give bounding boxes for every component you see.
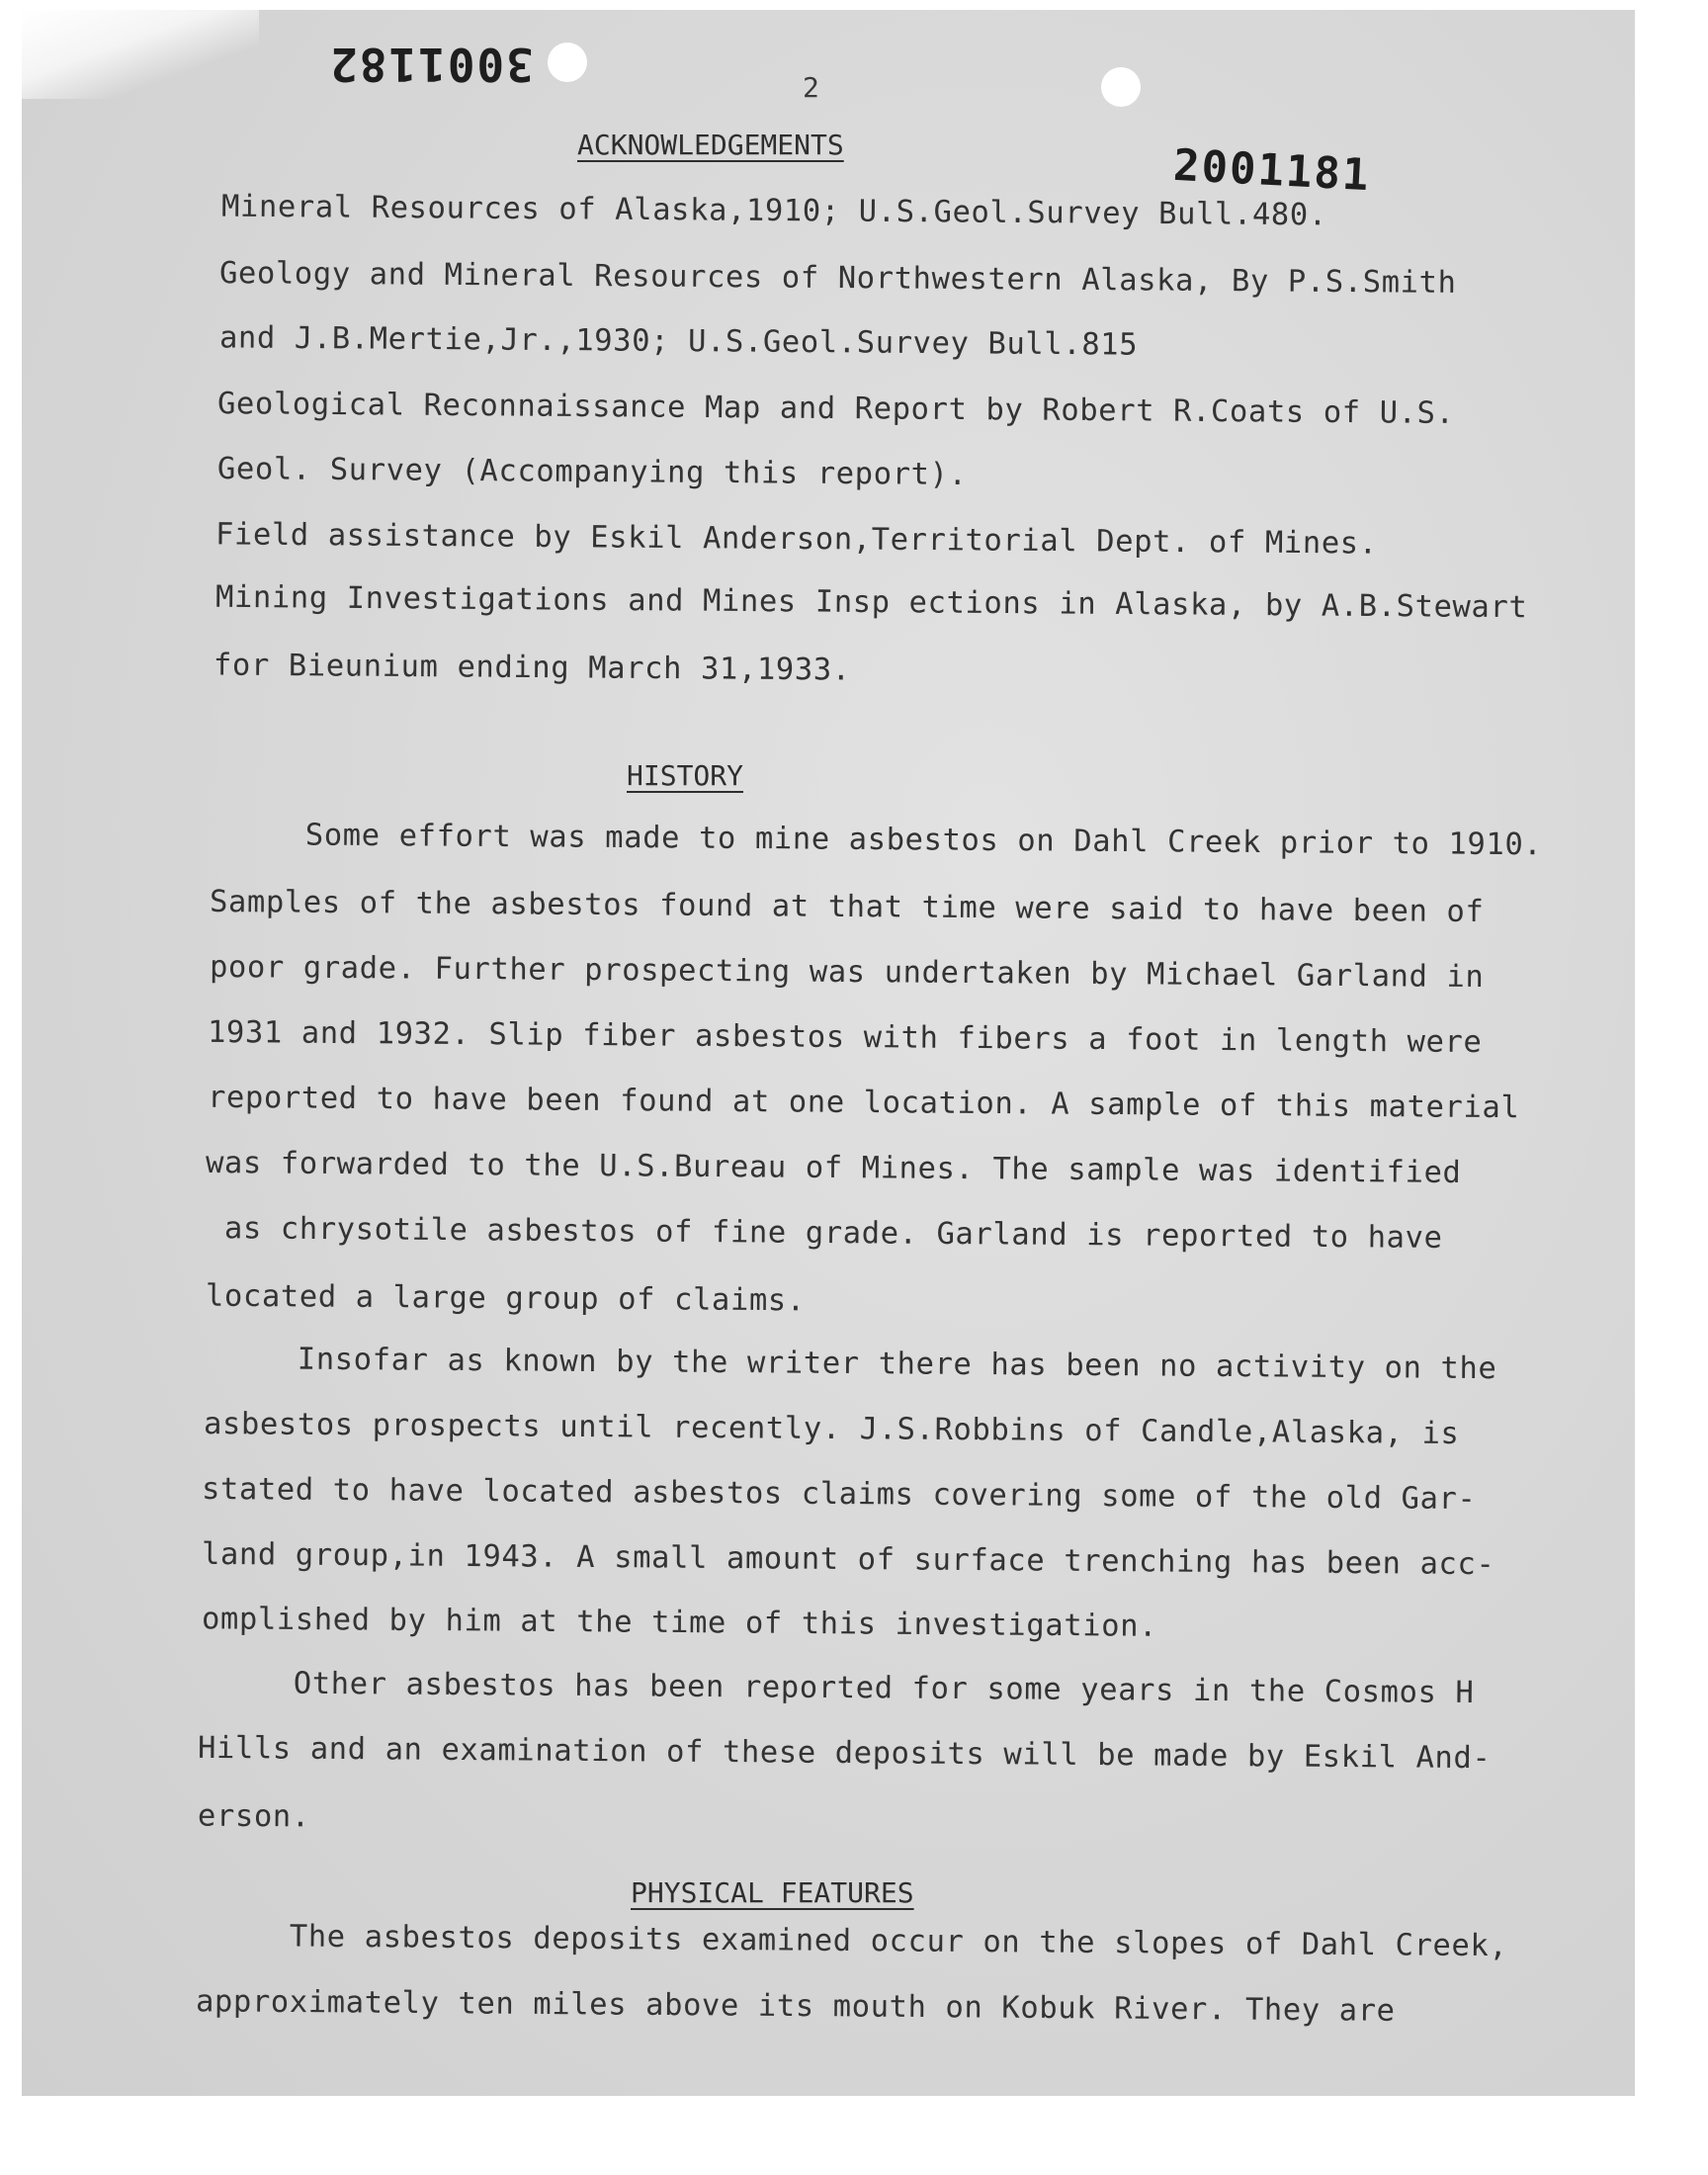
history-line: stated to have located asbestos claims covering some of the old Gar-	[201, 1471, 1477, 1518]
acknowledgement-line: Field assistance by Eskil Anderson,Territorial Dept. of Mines.	[214, 517, 1378, 562]
history-line: as chrysotile asbestos of fine grade. Garland is reported to have	[205, 1211, 1443, 1256]
acknowledgement-line: and J.B.Mertie,Jr.,1930; U.S.Geol.Survey Bull.815	[218, 320, 1139, 363]
history-line: located a large group of claims.	[205, 1278, 806, 1319]
punch-hole	[548, 43, 587, 82]
history-line: reported to have been found at one location. A sample of this material	[207, 1080, 1520, 1126]
history-line: Some effort was made to mine asbestos on Dahl Creek prior to 1910.	[211, 817, 1543, 863]
acknowledgement-line: Geological Reconnaissance Map and Report by Robert R.Coats of U.S.	[216, 387, 1455, 431]
document-stamp: 2001181	[1171, 139, 1372, 202]
physical-features-heading: PHYSICAL FEATURES	[631, 1876, 914, 1909]
punch-hole	[1101, 67, 1141, 107]
acknowledgement-line: Geology and Mineral Resources of Northwestern Alaska, By P.S.Smith	[218, 256, 1457, 301]
acknowledgement-line: Geol. Survey (Accompanying this report).	[216, 452, 968, 492]
acknowledgement-line: Mining Investigations and Mines Insp ections in Alaska, by A.B.Stewart	[214, 579, 1528, 626]
page-number: 2	[803, 71, 819, 104]
torn-corner	[22, 10, 259, 99]
history-line: Insofar as known by the writer there has been no activity on the	[203, 1341, 1497, 1387]
history-line: erson.	[197, 1798, 310, 1835]
history-line: Other asbestos has been reported for some years in the Cosmos H	[199, 1665, 1475, 1711]
acknowledgements-heading: ACKNOWLEDGEMENTS	[577, 129, 844, 161]
physical-features-line: approximately ten miles above its mouth on Kobuk River. They are	[195, 1984, 1396, 2029]
history-line: asbestos prospects until recently. J.S.Robbins of Candle,Alaska, is	[203, 1407, 1460, 1451]
acknowledgement-line: for Bieunium ending March 31,1933.	[213, 648, 851, 688]
history-line: Hills and an examination of these deposits will be made by Eskil And-	[197, 1730, 1492, 1777]
physical-features-line: The asbestos deposits examined occur on the slopes of Dahl Creek,	[195, 1918, 1508, 1964]
history-line: land group,in 1943. A small amount of surface trenching has been acc-	[201, 1536, 1495, 1583]
document-stamp-inverted: 3001182	[328, 38, 534, 91]
document-page	[22, 10, 1635, 2096]
history-line: was forwarded to the U.S.Bureau of Mines. The sample was identified	[205, 1146, 1462, 1190]
history-heading: HISTORY	[627, 759, 744, 792]
history-line: omplished by him at the time of this investigation.	[201, 1602, 1158, 1644]
acknowledgement-line: Mineral Resources of Alaska,1910; U.S.Geol.Survey Bull.480.	[220, 189, 1327, 233]
history-line: Samples of the asbestos found at that time were said to have been of	[209, 884, 1485, 930]
history-line: poor grade. Further prospecting was undertaken by Michael Garland in	[209, 949, 1485, 996]
history-line: 1931 and 1932. Slip fiber asbestos with fibers a foot in length were	[207, 1014, 1483, 1061]
